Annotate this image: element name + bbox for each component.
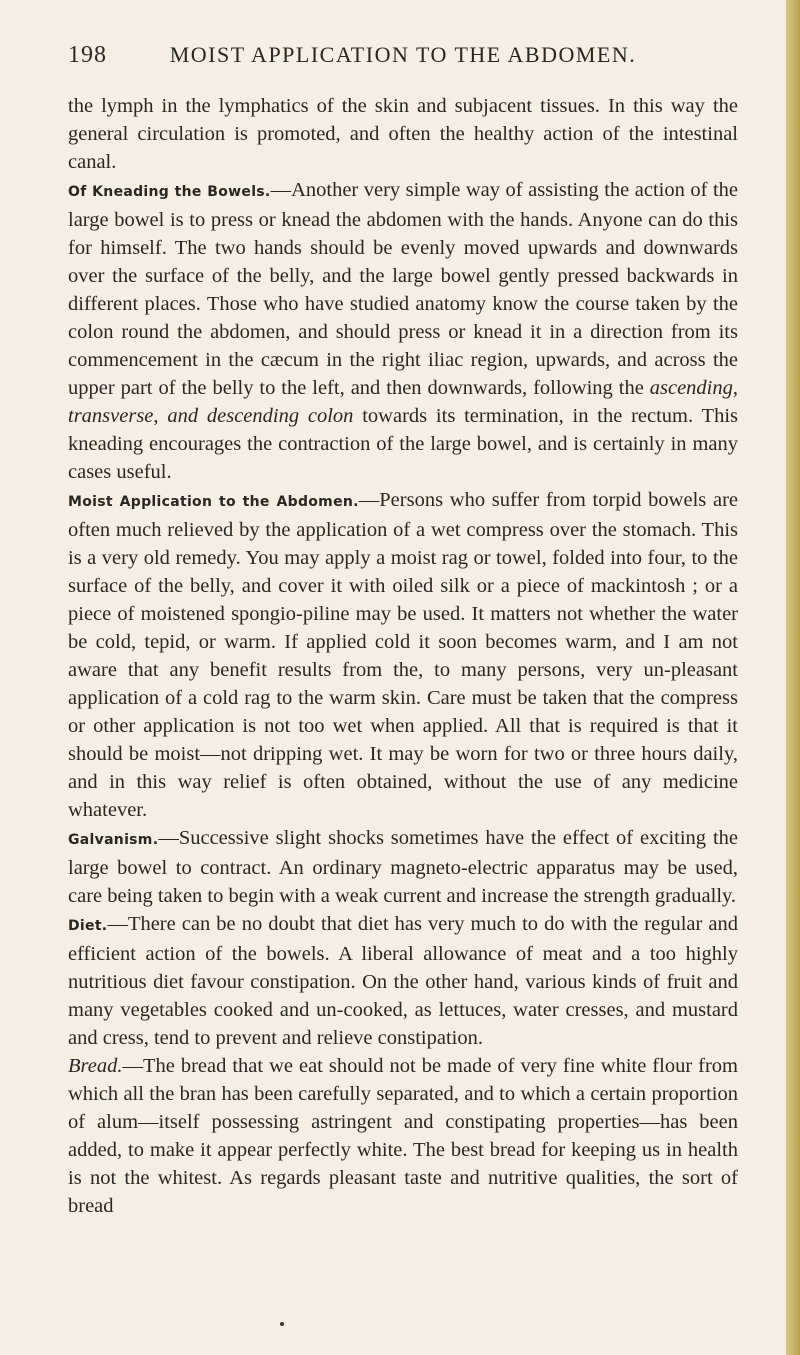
italic-term-transverse: transverse bbox=[68, 405, 154, 427]
paragraph-text: —There can be no doubt that diet has very much to do with the regular and efficient action of the bowels. A liberal allowance of meat and a too highly nutritious diet favour constipation. On the other hand, various kinds of fruit and many vegetables cooked and un-cooked, as lettuces, water cresses, and mustard and cress, tend to prevent and relieve constipation. bbox=[68, 913, 738, 1049]
paragraph-text: —Persons who suffer from torpid bowels are often much relieved by the application of a wet compress over the stomach. This is a very old remedy. You may apply a moist rag or towel, folded into four, to the surface of the belly, and cover it with oiled silk or a piece of mackintosh ; or a piece of moistened spongio-piline may be used. It matters not whether the water be cold, tepid, or warm. If applied cold it soon becomes warm, and I am not aware that any benefit results from the, to many persons, very un-pleasant application of a cold rag to the warm skin. Care must be taken that the compress or other application is not too wet when applied. All that is required is that it should be moist—not dripping wet. It may be worn for two or three hours daily, and in this way relief is often obtained, without the use of any medicine whatever. bbox=[68, 489, 738, 821]
separator: , bbox=[732, 377, 738, 399]
paragraph-diet bbox=[68, 910, 738, 1052]
paragraph-moist-application bbox=[68, 486, 738, 824]
italic-term-descending: and descending colon bbox=[167, 405, 354, 427]
paragraph-text: —Another very simple way of assisting the action of the large bowel is to press or knead the abdomen with the hands. Anyone can do this for himself. The two hands should be evenly moved upwards and downwards over the surface of the belly, and the large bowel gently pressed backwards in different places. Those who have studied anatomy know the course taken by the colon round the abdomen, and should press or knead it in a direction from its commencement in the cæcum in the right iliac region, upwards, and across the upper part of the belly to the left, and then downwards, following the bbox=[68, 179, 739, 399]
paragraph-text: the lymph in the lymphatics of the skin and subjacent tissues. In this way the general circulation is promoted, and often the healthy action of the intestinal canal. bbox=[68, 95, 738, 173]
paragraph-text: towards its termination, in the rectum. This kneading encourages the contraction of the large bowel, and is certainly in many cases useful. bbox=[68, 405, 738, 483]
side-heading-diet: Diet. bbox=[68, 918, 108, 934]
page-number: 198 bbox=[68, 42, 107, 68]
paragraph-bread bbox=[68, 1052, 738, 1220]
printer-mark bbox=[280, 1322, 284, 1326]
side-heading-galvanism: Galvanism. bbox=[68, 832, 159, 848]
italic-term-ascending: ascending bbox=[649, 377, 733, 399]
paragraph-text: —Successive slight shocks sometimes have the effect of exciting the large bowel to contract. An ordinary magneto-electric apparatus may be used, care being taken to begin with a weak current and increase the strength gradually. bbox=[68, 827, 738, 907]
separator: , bbox=[153, 405, 168, 427]
italic-heading-bread: Bread. bbox=[68, 1055, 123, 1077]
paragraph-text: —The bread that we eat should not be made of very fine white flour from which all the bran has been carefully separated, and to which a certain proportion of alum—itself possessing astringent and constipating properties—has been added, to make it appear perfectly white. The best bread for keeping us in health is not the whitest. As regards pleasant taste and nutritive qualities, the sort of bread bbox=[68, 1055, 738, 1217]
page-edge bbox=[786, 0, 800, 1355]
side-heading-kneading: Of Kneading the Bowels. bbox=[68, 184, 271, 200]
side-heading-moist: Moist Application to the Abdomen. bbox=[68, 494, 359, 510]
running-title: MOIST APPLICATION TO THE ABDOMEN. bbox=[169, 42, 637, 67]
paragraph-kneading bbox=[68, 176, 738, 486]
paragraph-galvanism bbox=[68, 824, 738, 910]
body-text bbox=[68, 92, 738, 1220]
paragraph-continued bbox=[68, 92, 738, 176]
